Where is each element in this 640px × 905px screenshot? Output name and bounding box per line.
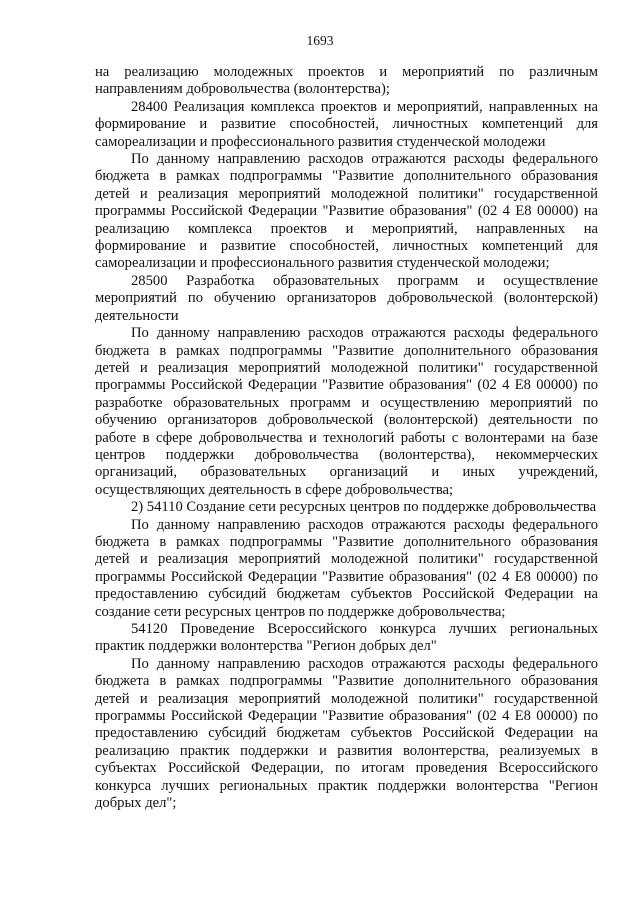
page-number: 1693 [306, 33, 334, 48]
paragraph-code-28500: 28500 Разработка образовательных программ и осуществление мероприятий по обучению организаторов добровольческой (волонтерской) деятельности [95, 272, 598, 324]
paragraph-continuation: на реализацию молодежных проектов и мероприятий по различным направлениям добровольчества (волонтерства); [95, 64, 598, 98]
document-body [95, 64, 598, 812]
paragraph-code-54120: 54120 Проведение Всероссийского конкурса лучших региональных практик поддержки волонтерства "Регион добрых дел" [95, 621, 598, 655]
paragraph-code-28400: 28400 Реализация комплекса проектов и мероприятий, направленных на формирование и развитие способностей, личностных компетенций для самореализации и профессионального развития студенческой молодежи [95, 98, 598, 150]
paragraph-description-54110: По данному направлению расходов отражаются расходы федерального бюджета в рамках подпрограммы "Развитие дополнительного образования детей и реализация мероприятий молодежной политики" государственной программы Российской Федерации "Развитие образования" (02 4 Е8 00000) по предоставлению субсидий бюджетам субъектов Российской Федерации на создание сети ресурсных центров по поддержке добровольчества; [95, 516, 598, 620]
paragraph-description-28500: По данному направлению расходов отражаются расходы федерального бюджета в рамках подпрограммы "Развитие дополнительного образования детей и реализация мероприятий молодежной политики" государственной программы Российской Федерации "Развитие образования" (02 4 Е8 00000) по разработке образовательных программ и осуществлению мероприятий по обучению организаторов добровольческой (волонтерской) деятельности по работе в сфере добровольчества и технологий работы с волонтерами на базе центров поддержки добровольчества (волонтерства), некоммерческих организаций, образовательных организаций и иных учреждений, осуществляющих деятельность в сфере добровольчества; [95, 325, 598, 498]
paragraph-description-28400: По данному направлению расходов отражаются расходы федерального бюджета в рамках подпрограммы "Развитие дополнительного образования детей и реализация мероприятий молодежной политики" государственной программы Российской Федерации "Развитие образования" (02 4 Е8 00000) на реализацию комплекса проектов и мероприятий, направленных на формирование и развитие способностей, личностных компетенций для самореализации и профессионального развития студенческой молодежи; [95, 151, 598, 272]
paragraph-code-54110: 2) 54110 Создание сети ресурсных центров по поддержке добровольчества [131, 499, 597, 516]
paragraph-description-54120: По данному направлению расходов отражаются расходы федерального бюджета в рамках подпрограммы "Развитие дополнительного образования детей и реализация мероприятий молодежной политики" государственной программы Российской Федерации "Развитие образования" (02 4 Е8 00000) по предоставлению субсидий бюджетам субъектов Российской Федерации на реализацию практик поддержки и развития волонтерства, реализуемых в субъектах Российской Федерации, по итогам проведения Всероссийского конкурса лучших региональных практик поддержки волонтерства "Регион добрых дел"; [95, 655, 598, 812]
